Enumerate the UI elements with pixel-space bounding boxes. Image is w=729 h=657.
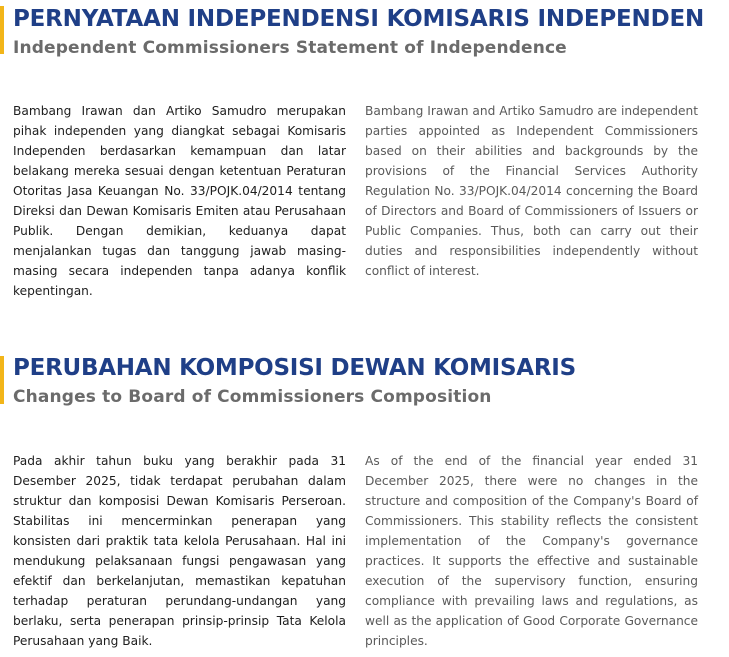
paragraph-indonesian: Bambang Irawan dan Artiko Samudro merupakan pihak independen yang diangkat sebagai Komisaris Independen berdasarkan kemampuan dan latar belakang mereka sesuai dengan ketentuan Peraturan Otoritas Jasa Keuangan No. 33/POJK.04/2014 tentang Direksi dan Dewan Komisaris Emiten atau Perusahaan Publik. Dengan demikian, keduanya dapat menjalankan tugas dan tanggung jawab masing-masing secara independen tanpa adanya konflik kepentingan. (13, 104, 346, 298)
section-title-english: Changes to Board of Commissioners Composition (13, 387, 492, 407)
paragraph-indonesian: Pada akhir tahun buku yang berakhir pada 31 Desember 2025, tidak terdapat perubahan dalam struktur dan komposisi Dewan Komisaris Perseroan. Stabilitas ini mencerminkan penerapan yang konsisten dari praktik tata kelola Perusahaan. Hal ini mendukung pelaksanaan fungsi pengawasan yang efektif dan berkelanjutan, memastikan kepatuhan terhadap peraturan perundang-undangan yang berlaku, serta penerapan prinsip-prinsip Tata Kelola Perusahaan yang Baik. (13, 454, 346, 648)
section-title-english: Independent Commissioners Statement of Independence (13, 38, 567, 58)
section-title-indonesian: PERNYATAAN INDEPENDENSI KOMISARIS INDEPENDEN (13, 6, 705, 32)
section-title-indonesian: PERUBAHAN KOMPOSISI DEWAN KOMISARIS (13, 355, 576, 381)
paragraph-english: Bambang Irawan and Artiko Samudro are independent parties appointed as Independent Commissioners based on their abilities and backgrounds by the provisions of the Financial Services Authority Regulation No. 33/POJK.04/2014 concerning the Board of Directors and Board of Commissioners of Issuers or Public Companies. Thus, both can carry out their duties and responsibilities independently without conflict of interest. (365, 104, 698, 278)
paragraph-english: As of the end of the financial year ended 31 December 2025, there were no changes in the structure and composition of the Company's Board of Commissioners. This stability reflects the consistent implementation of the Company's governance practices. It supports the effective and sustainable execution of the supervisory function, ensuring compliance with prevailing laws and regulations, as well as the application of Good Corporate Governance principles. (365, 454, 698, 648)
section-accent-bar (0, 6, 4, 54)
section-accent-bar (0, 356, 4, 404)
